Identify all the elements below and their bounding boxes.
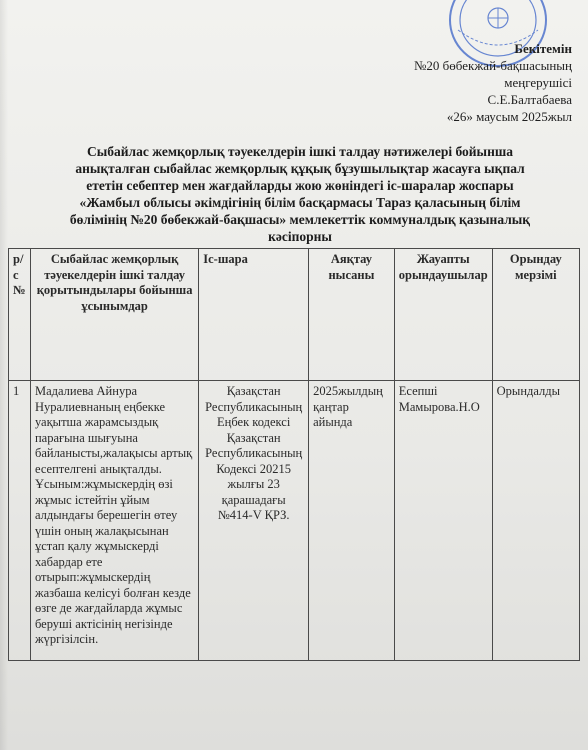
title-line: ететін себептер мен жағдайларды жою жөніндегі іс-шаралар жоспары — [86, 178, 514, 193]
action-plan-table — [8, 248, 580, 661]
header-deadline: Орындау мерзімі — [492, 249, 579, 381]
cell-action: Қазақстан Республикасының Еңбек кодексі Қазақстан Республикасының Кодексі 20215 жылғы 23 қарашадағы №414-V ҚРЗ. — [199, 381, 309, 661]
table-header-row — [9, 249, 580, 381]
table-row — [9, 381, 580, 661]
title-line: бөлімінің №20 бөбекжай-бақшасы» мемлекеттік коммуналдық қазыналық — [69, 212, 531, 227]
approval-position: меңгерушісі — [504, 75, 572, 90]
page-shadow — [0, 0, 8, 750]
document-title — [50, 143, 550, 245]
header-responsible: Жауапты орындаушылар — [394, 249, 492, 381]
cell-num: 1 — [9, 381, 31, 661]
approval-name: С.Е.Балтабаева — [487, 92, 572, 107]
title-line: кәсіпорны — [268, 229, 332, 244]
approval-org: №20 бөбекжай-бақшасының — [414, 58, 572, 73]
header-action: Іс-шара — [199, 249, 309, 381]
title-line: «Жамбыл облысы әкімдігінің білім басқармасы Тараз қаласының білім — [79, 195, 521, 210]
title-line: Сыбайлас жемқорлық тәуекелдерін ішкі талдау нәтижелері бойынша — [86, 144, 514, 159]
cell-responsible: Есепші Мамырова.Н.О — [394, 381, 492, 661]
header-completion-form: Аяқтау нысаны — [309, 249, 395, 381]
cell-deadline: Орындалды — [492, 381, 579, 661]
header-num: р/с № — [9, 249, 31, 381]
approval-date: «26» маусым 2025жыл — [446, 109, 572, 124]
approval-heading: Бекітемін — [514, 41, 572, 56]
cell-recommendation: Мадалиева Айнура Нуралиевнаның еңбекке уақытша жарамсыздық парағына шығуына байланысты,жалақысы артық есептелгені анықталды. Ұсыным:жұмыскердің өзі жұмыс істейтін ұйым алдындағы берешегін өтеу үшін оның жалақысынан ұстап қалу жұмыскерді хабардар ете отырып:жұмыскердің жазбаша келісуі болған кезде өзге де жағдайларда жұмыс беруші актісінің негізінде жүргізілсін. — [30, 381, 198, 661]
header-recommendations: Сыбайлас жемқорлық тәуекелдерін ішкі талдау қорытындылары бойынша ұсынымдар — [30, 249, 198, 381]
cell-completion-form: 2025жылдың қаңтар айында — [309, 381, 395, 661]
approval-block — [362, 40, 572, 125]
title-line: анықталған сыбайлас жемқорлық құқық бұзушылықтар жасауға ықпал — [75, 161, 525, 176]
